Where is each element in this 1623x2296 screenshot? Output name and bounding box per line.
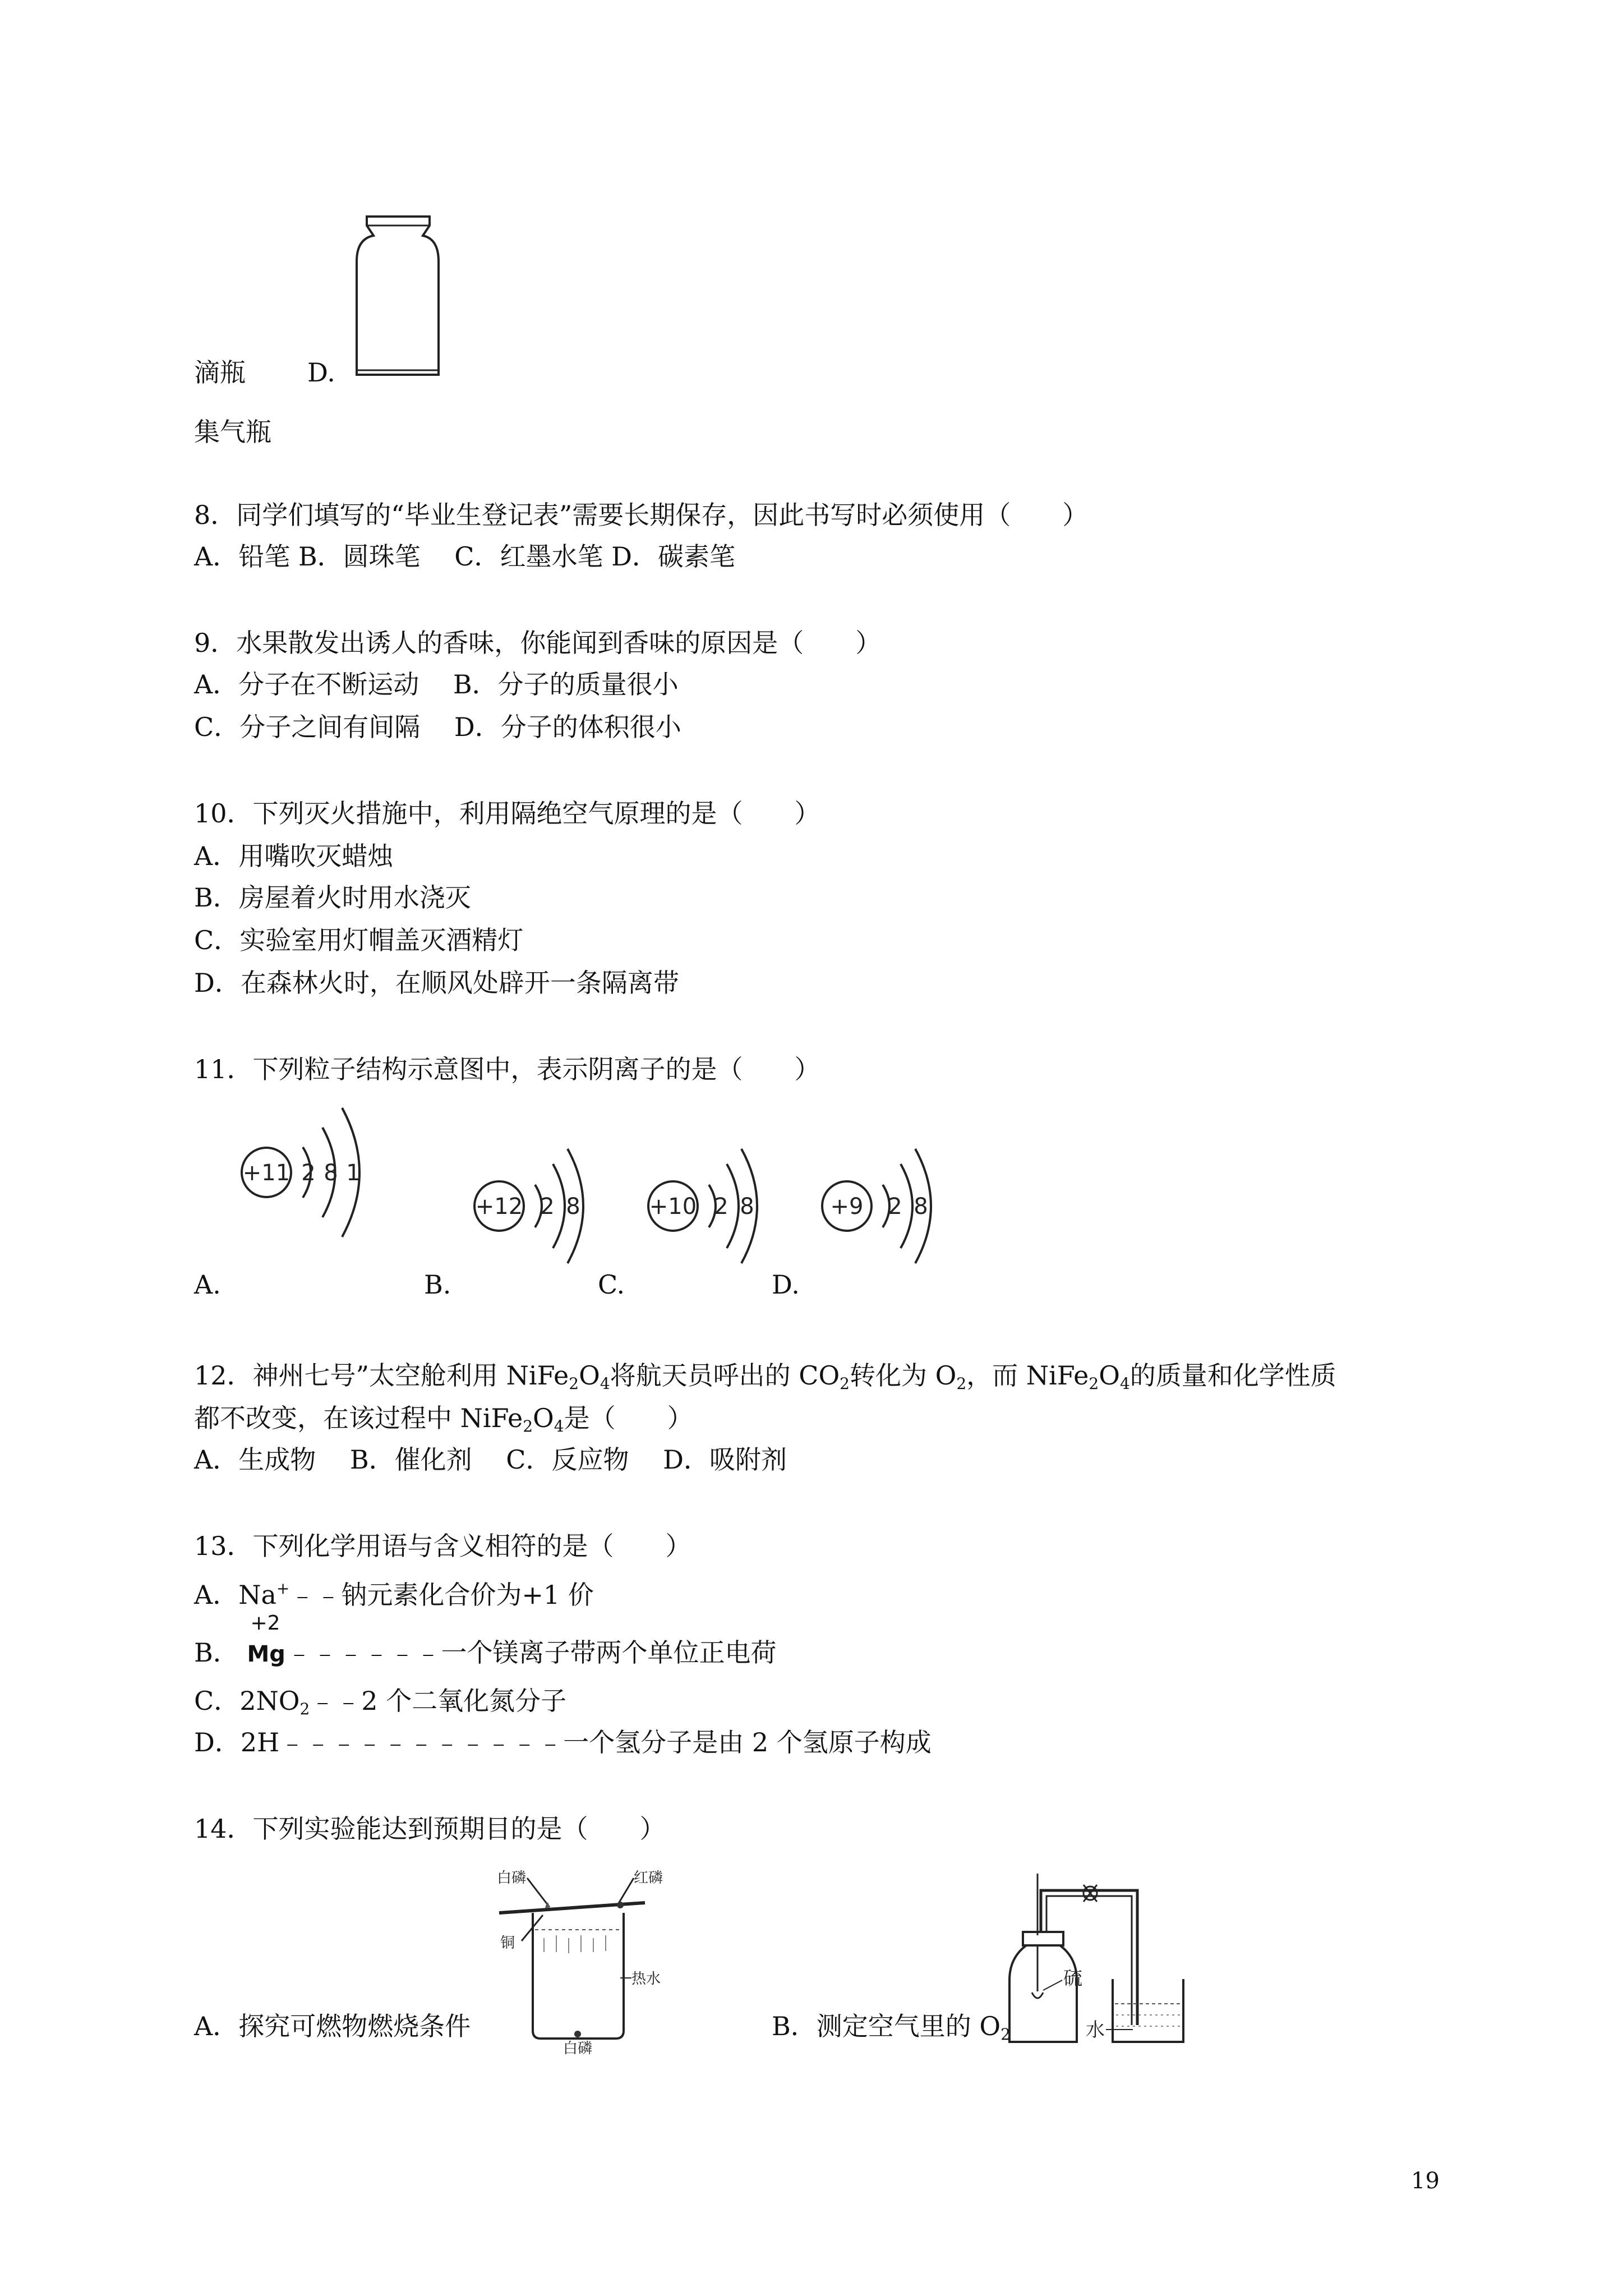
- atom-a-shell-1: 2: [301, 1160, 316, 1186]
- valence-label: +2: [250, 1612, 280, 1635]
- atom-diagram-c: [643, 1144, 766, 1268]
- svg-text:热水: 热水: [631, 1971, 661, 1987]
- atom-d-nucleus: +9: [830, 1194, 864, 1220]
- atom-b-shell-2: 8: [566, 1194, 580, 1220]
- q12-options: A．生成物 B．催化剂 C．反应物 D．吸附剂: [194, 1444, 787, 1475]
- q10-option-b: B．房屋着火时用水浇灭: [194, 882, 471, 913]
- q12-stem-line1: 12．神州七号”太空舱利用 $NiFe_2O_4$将航天员呼出的 $CO_2$转化为 $O_2$，而 $NiFe_2O_4$的质量和化学性质: [194, 1360, 1336, 1393]
- q10-stem: 10．下列灭火措施中，利用隔绝空气原理的是（ ）: [194, 798, 820, 829]
- atom-diagram-d: [817, 1144, 940, 1268]
- q8-stem: 8．同学们填写的“毕业生登记表”需要长期保存，因此书写时必须使用（ ）: [194, 500, 1089, 530]
- q10-option-a: A．用嘴吹灭蜡烛: [194, 841, 394, 871]
- q11-stem: 11．下列粒子结构示意图中，表示阴离子的是（ ）: [194, 1054, 820, 1084]
- q13-option-d: D．2H﹣﹣﹣﹣﹣﹣﹣﹣﹣﹣﹣一个氢分子是由 2 个氢原子构成: [194, 1727, 932, 1757]
- atom-a-marker: A.: [194, 1269, 221, 1300]
- atom-a-nucleus: +11: [242, 1160, 291, 1186]
- q13-stem: 13．下列化学用语与含义相符的是（ ）: [194, 1531, 691, 1561]
- atom-b-marker: B.: [424, 1269, 451, 1300]
- q13-option-c: C．$2NO_2﹣﹣2$ 个二氧化氮分子: [194, 1686, 567, 1718]
- option-c-label: 滴瓶: [194, 357, 246, 388]
- atom-b-nucleus: +12: [475, 1194, 523, 1220]
- option-d-label: 集气瓶: [194, 417, 271, 447]
- q9-options-row2: C．分子之间有间隔 D．分子的体积很小: [194, 712, 681, 742]
- gas-bottle-figure: [353, 213, 443, 381]
- oxygen-measurement-figure: [1009, 1874, 1234, 2053]
- page-number: 19: [1411, 2168, 1440, 2194]
- option-d-marker: D.: [307, 357, 335, 388]
- combustion-experiment-figure: [494, 1868, 729, 2057]
- q14-option-a: A．探究可燃物燃烧条件: [194, 2011, 471, 2041]
- atom-a-shell-2: 8: [324, 1160, 338, 1186]
- q10-option-d: D．在森林火时，在顺风处辟开一条隔离带: [194, 968, 679, 998]
- svg-text:白磷: 白磷: [497, 1870, 527, 1887]
- svg-text:水: 水: [1086, 2019, 1105, 2041]
- svg-text:硫: 硫: [1063, 1967, 1082, 1990]
- atom-c-shell-2: 8: [740, 1194, 754, 1220]
- atom-c-nucleus: +10: [649, 1194, 697, 1220]
- svg-text:白磷: 白磷: [563, 2040, 593, 2057]
- q10-option-c: C．实验室用灯帽盖灭酒精灯: [194, 925, 524, 955]
- q9-stem: 9．水果散发出诱人的香味，你能闻到香味的原因是（ ）: [194, 628, 882, 658]
- q8-options: A．铅笔 B．圆珠笔 C．红墨水笔 D．碳素笔: [194, 541, 735, 572]
- q14-option-b: B．测定空气里的 $O_2$: [772, 2011, 1011, 2044]
- atom-diagram-b: [469, 1144, 592, 1268]
- q14-stem: 14．下列实验能达到预期目的是（ ）: [194, 1814, 666, 1844]
- atom-a-shell-3: 1: [346, 1160, 361, 1186]
- q13-option-b: B． +2 Mg﹣﹣﹣﹣﹣﹣一个镁离子带两个单位正电荷: [194, 1637, 776, 1670]
- atom-c-shell-1: 2: [714, 1194, 728, 1220]
- q12-stem-line2: 都不改变，在该过程中 $NiFe_2O_4$是（ ）: [194, 1403, 693, 1435]
- svg-text:红磷: 红磷: [634, 1870, 663, 1887]
- q13-option-a: A．Na+﹣﹣钠元素化合价为+1 价: [194, 1579, 594, 1610]
- atom-d-shell-1: 2: [888, 1194, 902, 1220]
- atom-b-shell-1: 2: [540, 1194, 555, 1220]
- element-symbol: Mg: [247, 1641, 285, 1667]
- atom-d-shell-2: 8: [914, 1194, 928, 1220]
- q9-options-row1: A．分子在不断运动 B．分子的质量很小: [194, 669, 679, 700]
- svg-text:铜: 铜: [500, 1935, 515, 1952]
- atom-d-marker: D.: [772, 1269, 800, 1300]
- atom-c-marker: C.: [598, 1269, 625, 1300]
- atom-diagram-a: [236, 1094, 393, 1251]
